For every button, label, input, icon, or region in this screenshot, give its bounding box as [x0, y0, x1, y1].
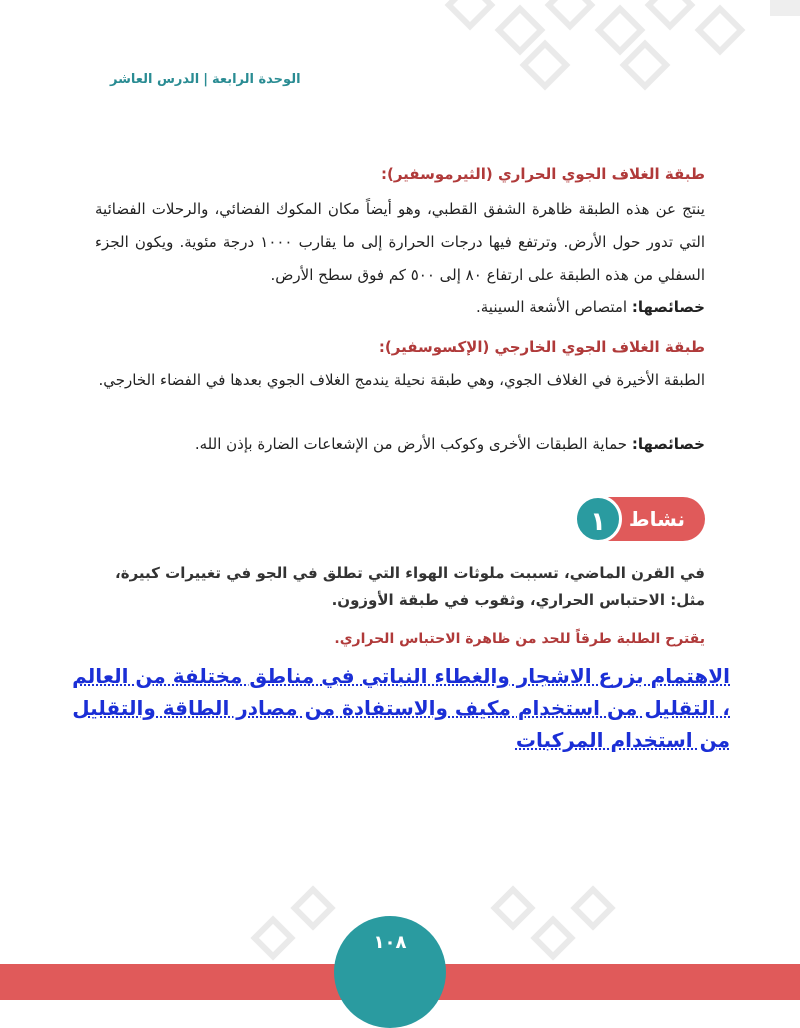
page-header [110, 72, 301, 87]
header-separator: | [203, 72, 208, 87]
exosphere-heading: طبقة الغلاف الجوي الخارجي (الإكسوسفير): [378, 338, 705, 356]
unit-title: الوحدة الرابعة [211, 72, 301, 87]
thermosphere-heading: طبقة الغلاف الجوي الحراري (الثيرموسفير): [380, 165, 705, 183]
activity-number: ١ [574, 495, 622, 543]
thermosphere-features [95, 291, 705, 324]
activity-text: في القرن الماضي، تسببت ملوثات الهواء التي تطلق في الجو في تغييرات كبيرة، مثل: الاحتباس الحراري، وثقوب في طبقة الأوزون. [115, 564, 705, 609]
thermosphere-paragraph: ينتج عن هذه الطبقة ظاهرة الشفق القطبي، وهو أيضاً مكان المكوك الفضائي، والرحلات الفضائية التي تدور حول الأرض. وترتفع فيها درجات الحرارة إلى ما يقارب ١٠٠٠ درجة مئوية. ويكون الجزء السفلي من هذه الطبقة على ارتفاع ٨٠ إلى ٥٠٠ كم فوق سطح الأرض. [95, 200, 706, 284]
lesson-title: الدرس العاشر [110, 72, 200, 87]
activity-label: نشاط [628, 507, 685, 531]
handwritten-answer: الاهتمام بزرع الاشجار والغطاء النباتي في مناطق مختلفة من العالم ، التقليل من استخدام مكيف والاستفادة من مصادر الطاقة والتقليل من استخدام المركبات [72, 664, 730, 752]
exosphere-features [95, 428, 705, 461]
features-text: امتصاص الأشعة السينية. [476, 298, 632, 316]
activity-question: يقترح الطلبة طرقاً للحد من ظاهرة الاحتباس الحراري. [334, 631, 705, 647]
page-number: ١٠٨ [373, 932, 407, 953]
exosphere-paragraph: الطبقة الأخيرة في الغلاف الجوي، وهي طبقة نحيلة يندمج الغلاف الجوي بعدها في الفضاء الخارجي. [98, 371, 705, 389]
features-label: خصائصها: [631, 298, 705, 316]
features-text: حماية الطبقات الأخرى وكوكب الأرض من الإشعاعات الضارة بإذن الله. [194, 435, 632, 453]
features-label: خصائصها: [631, 435, 705, 453]
activity-badge [575, 497, 705, 541]
